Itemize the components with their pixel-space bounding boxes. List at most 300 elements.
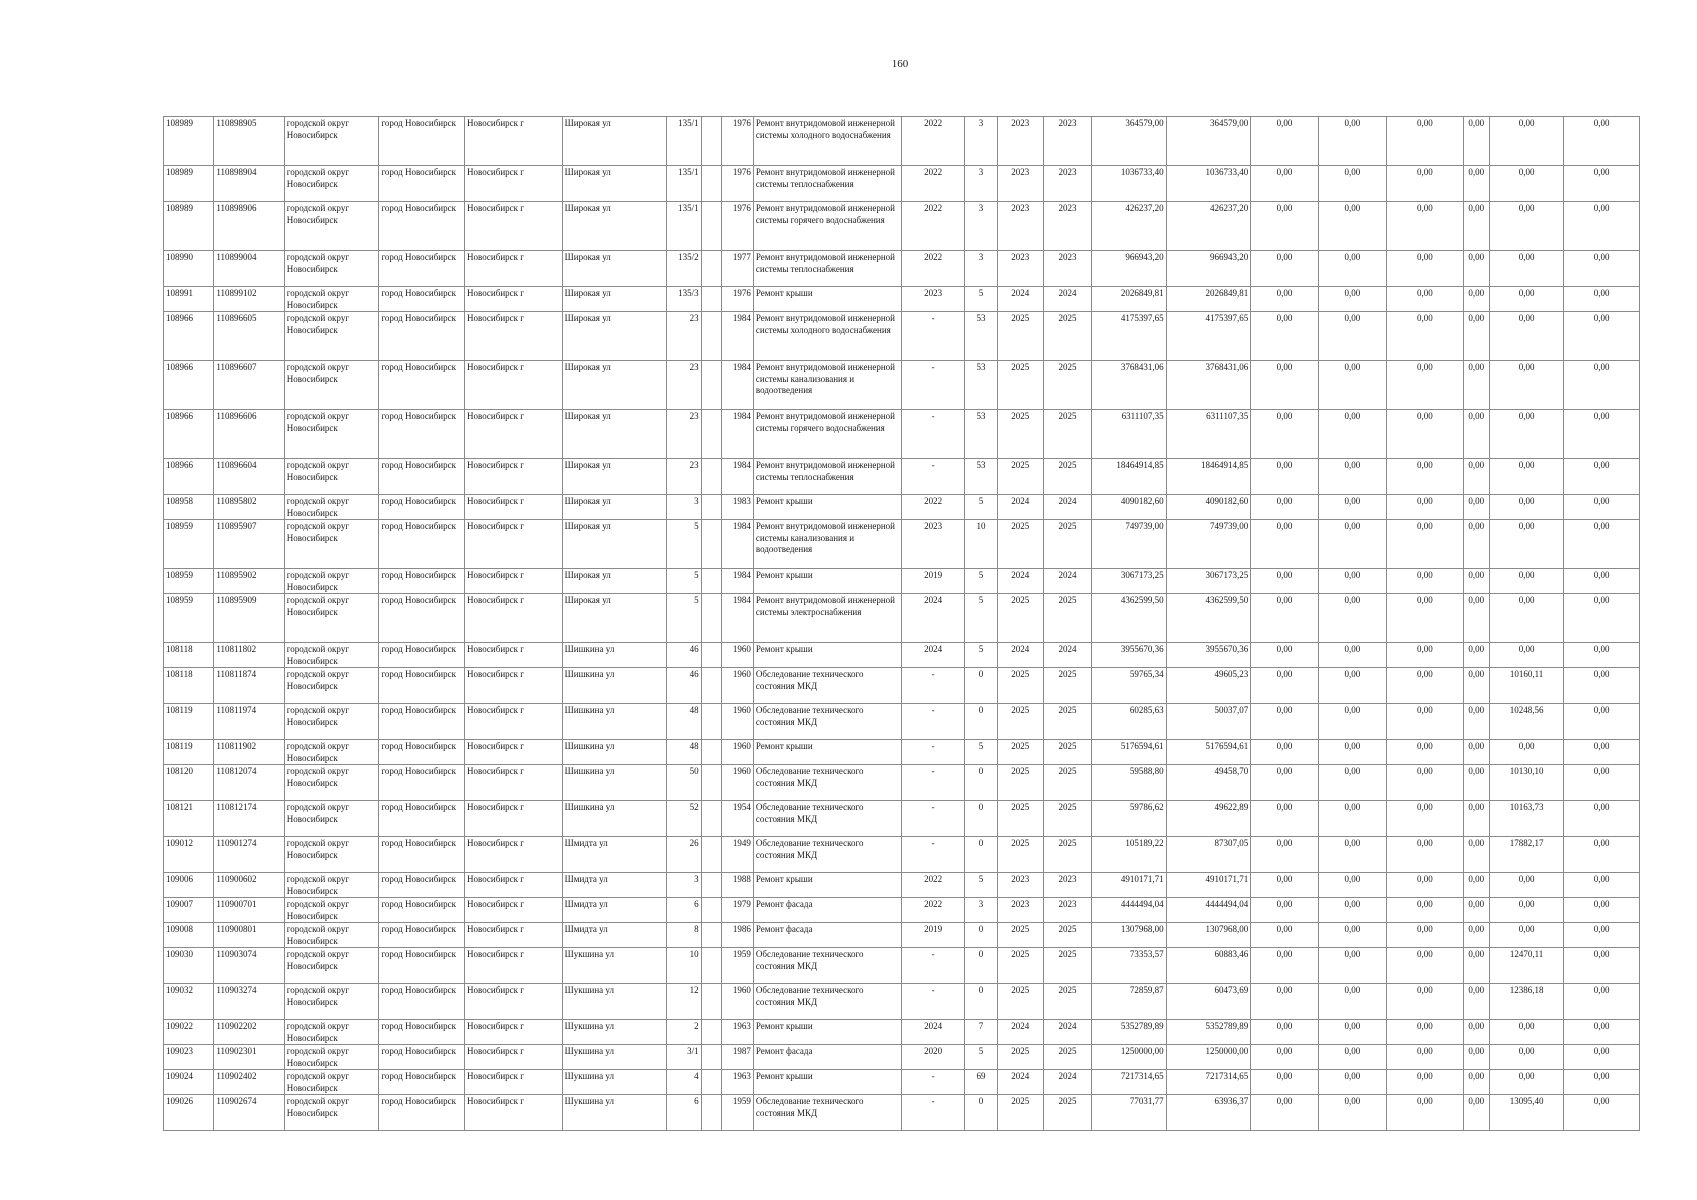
street-cell: Шишкина ул	[562, 740, 667, 765]
work-type-cell: Обследование технического состояния МКД	[753, 984, 901, 1020]
end-year-cell: 2024	[1043, 287, 1091, 312]
building-letter-cell	[701, 873, 721, 898]
local-funds-cell: 0,00	[1387, 704, 1464, 740]
municipality-cell: городской округ Новосибирск	[284, 520, 379, 569]
house-id-cell: 109008	[164, 923, 214, 948]
street-cell: Шукшина ул	[562, 1095, 667, 1131]
house-number-cell: 48	[667, 740, 701, 765]
record-id-cell: 110900602	[214, 873, 284, 898]
work-type-cell: Ремонт внутридомовой инженерной системы холодного водоснабжения	[753, 117, 901, 166]
work-type-cell: Ремонт крыши	[753, 569, 901, 594]
city-cell: Новосибирск г	[465, 495, 563, 520]
start-year-cell: 2024	[997, 643, 1043, 668]
record-id-cell: 110811974	[214, 704, 284, 740]
reserve-funds-cell: 0,00	[1564, 459, 1640, 495]
wear-percent-cell: 0	[965, 984, 997, 1020]
other-funds-cell: 0,00	[1489, 410, 1564, 459]
city-cell: Новосибирск г	[465, 569, 563, 594]
regional-funds-cell: 0,00	[1318, 166, 1386, 202]
work-type-cell: Ремонт фасада	[753, 923, 901, 948]
city-cell: Новосибирск г	[465, 1070, 563, 1095]
other-funds-cell: 0,00	[1489, 287, 1564, 312]
fund-cost-cell: 2026849,81	[1166, 287, 1251, 312]
fund-cost-cell: 1250000,00	[1166, 1045, 1251, 1070]
table-row	[164, 898, 1640, 923]
city-cell: Новосибирск г	[465, 704, 563, 740]
house-id-cell: 108121	[164, 801, 214, 837]
regional-funds-cell: 0,00	[1318, 801, 1386, 837]
table-row	[164, 117, 1640, 166]
start-year-cell: 2025	[997, 361, 1043, 410]
regional-funds-cell: 0,00	[1318, 898, 1386, 923]
city-cell: Новосибирск г	[465, 312, 563, 361]
reserve-funds-cell: 0,00	[1564, 984, 1640, 1020]
other-funds-cell: 0,00	[1489, 898, 1564, 923]
street-cell: Широкая ул	[562, 287, 667, 312]
street-cell: Широкая ул	[562, 459, 667, 495]
total-cost-cell: 4910171,71	[1092, 873, 1167, 898]
fund-cost-cell: 3955670,36	[1166, 643, 1251, 668]
wear-percent-cell: 5	[965, 643, 997, 668]
start-year-cell: 2023	[997, 202, 1043, 251]
locality-type-cell: город Новосибирск	[379, 1020, 465, 1045]
built-year-cell: 1984	[721, 361, 753, 410]
end-year-cell: 2025	[1043, 740, 1091, 765]
planned-year-cell: 2019	[901, 923, 964, 948]
building-letter-cell	[701, 765, 721, 801]
fund-cost-cell: 3768431,06	[1166, 361, 1251, 410]
owner-funds-cell: 0,00	[1463, 202, 1489, 251]
record-id-cell: 110901274	[214, 837, 284, 873]
end-year-cell: 2023	[1043, 202, 1091, 251]
municipality-cell: городской округ Новосибирск	[284, 740, 379, 765]
work-type-cell: Ремонт крыши	[753, 740, 901, 765]
regional-funds-cell: 0,00	[1318, 740, 1386, 765]
reserve-funds-cell: 0,00	[1564, 520, 1640, 569]
total-cost-cell: 364579,00	[1092, 117, 1167, 166]
street-cell: Шишкина ул	[562, 765, 667, 801]
locality-type-cell: город Новосибирск	[379, 801, 465, 837]
reserve-funds-cell: 0,00	[1564, 166, 1640, 202]
building-letter-cell	[701, 984, 721, 1020]
other-funds-cell: 0,00	[1489, 459, 1564, 495]
work-type-cell: Ремонт внутридомовой инженерной системы горячего водоснабжения	[753, 202, 901, 251]
federal-funds-cell: 0,00	[1251, 520, 1318, 569]
end-year-cell: 2025	[1043, 520, 1091, 569]
owner-funds-cell: 0,00	[1463, 594, 1489, 643]
locality-type-cell: город Новосибирск	[379, 166, 465, 202]
local-funds-cell: 0,00	[1387, 765, 1464, 801]
city-cell: Новосибирск г	[465, 740, 563, 765]
wear-percent-cell: 0	[965, 923, 997, 948]
local-funds-cell: 0,00	[1387, 740, 1464, 765]
federal-funds-cell: 0,00	[1251, 668, 1318, 704]
start-year-cell: 2025	[997, 594, 1043, 643]
record-id-cell: 110812174	[214, 801, 284, 837]
end-year-cell: 2025	[1043, 704, 1091, 740]
reserve-funds-cell: 0,00	[1564, 873, 1640, 898]
local-funds-cell: 0,00	[1387, 1020, 1464, 1045]
fund-cost-cell: 60883,46	[1166, 948, 1251, 984]
record-id-cell: 110902301	[214, 1045, 284, 1070]
locality-type-cell: город Новосибирск	[379, 740, 465, 765]
built-year-cell: 1984	[721, 520, 753, 569]
total-cost-cell: 2026849,81	[1092, 287, 1167, 312]
owner-funds-cell: 0,00	[1463, 801, 1489, 837]
building-letter-cell	[701, 1020, 721, 1045]
start-year-cell: 2025	[997, 801, 1043, 837]
street-cell: Широкая ул	[562, 166, 667, 202]
house-number-cell: 26	[667, 837, 701, 873]
start-year-cell: 2025	[997, 520, 1043, 569]
work-type-cell: Обследование технического состояния МКД	[753, 668, 901, 704]
fund-cost-cell: 1307968,00	[1166, 923, 1251, 948]
reserve-funds-cell: 0,00	[1564, 704, 1640, 740]
city-cell: Новосибирск г	[465, 837, 563, 873]
fund-cost-cell: 4175397,65	[1166, 312, 1251, 361]
work-type-cell: Ремонт внутридомовой инженерной системы холодного водоснабжения	[753, 312, 901, 361]
reserve-funds-cell: 0,00	[1564, 1095, 1640, 1131]
regional-funds-cell: 0,00	[1318, 312, 1386, 361]
total-cost-cell: 59786,62	[1092, 801, 1167, 837]
other-funds-cell: 0,00	[1489, 740, 1564, 765]
building-letter-cell	[701, 361, 721, 410]
house-id-cell: 108989	[164, 166, 214, 202]
start-year-cell: 2023	[997, 873, 1043, 898]
wear-percent-cell: 5	[965, 594, 997, 643]
house-number-cell: 3	[667, 873, 701, 898]
house-number-cell: 52	[667, 801, 701, 837]
record-id-cell: 110896607	[214, 361, 284, 410]
built-year-cell: 1949	[721, 837, 753, 873]
regional-funds-cell: 0,00	[1318, 643, 1386, 668]
municipality-cell: городской округ Новосибирск	[284, 1020, 379, 1045]
built-year-cell: 1959	[721, 1095, 753, 1131]
city-cell: Новосибирск г	[465, 202, 563, 251]
planned-year-cell: -	[901, 361, 964, 410]
house-number-cell: 46	[667, 643, 701, 668]
locality-type-cell: город Новосибирск	[379, 923, 465, 948]
locality-type-cell: город Новосибирск	[379, 643, 465, 668]
house-number-cell: 8	[667, 923, 701, 948]
owner-funds-cell: 0,00	[1463, 1095, 1489, 1131]
built-year-cell: 1976	[721, 117, 753, 166]
street-cell: Шукшина ул	[562, 1070, 667, 1095]
federal-funds-cell: 0,00	[1251, 898, 1318, 923]
record-id-cell: 110902402	[214, 1070, 284, 1095]
city-cell: Новосибирск г	[465, 251, 563, 287]
street-cell: Широкая ул	[562, 251, 667, 287]
start-year-cell: 2025	[997, 704, 1043, 740]
federal-funds-cell: 0,00	[1251, 1045, 1318, 1070]
reserve-funds-cell: 0,00	[1564, 287, 1640, 312]
locality-type-cell: город Новосибирск	[379, 984, 465, 1020]
municipality-cell: городской округ Новосибирск	[284, 1045, 379, 1070]
building-letter-cell	[701, 898, 721, 923]
house-id-cell: 108959	[164, 569, 214, 594]
work-type-cell: Ремонт фасада	[753, 898, 901, 923]
municipality-cell: городской округ Новосибирск	[284, 837, 379, 873]
house-id-cell: 108118	[164, 668, 214, 704]
owner-funds-cell: 0,00	[1463, 251, 1489, 287]
house-number-cell: 3/1	[667, 1045, 701, 1070]
other-funds-cell: 10248,56	[1489, 704, 1564, 740]
building-letter-cell	[701, 166, 721, 202]
locality-type-cell: город Новосибирск	[379, 668, 465, 704]
local-funds-cell: 0,00	[1387, 202, 1464, 251]
municipality-cell: городской округ Новосибирск	[284, 948, 379, 984]
local-funds-cell: 0,00	[1387, 898, 1464, 923]
building-letter-cell	[701, 410, 721, 459]
planned-year-cell: 2023	[901, 520, 964, 569]
regional-funds-cell: 0,00	[1318, 984, 1386, 1020]
page-number: 160	[891, 58, 909, 70]
start-year-cell: 2025	[997, 948, 1043, 984]
city-cell: Новосибирск г	[465, 923, 563, 948]
federal-funds-cell: 0,00	[1251, 251, 1318, 287]
city-cell: Новосибирск г	[465, 594, 563, 643]
built-year-cell: 1963	[721, 1020, 753, 1045]
municipality-cell: городской округ Новосибирск	[284, 765, 379, 801]
work-type-cell: Обследование технического состояния МКД	[753, 1095, 901, 1131]
planned-year-cell: 2022	[901, 117, 964, 166]
wear-percent-cell: 53	[965, 361, 997, 410]
house-id-cell: 108989	[164, 117, 214, 166]
owner-funds-cell: 0,00	[1463, 923, 1489, 948]
wear-percent-cell: 53	[965, 410, 997, 459]
street-cell: Шмидта ул	[562, 923, 667, 948]
house-number-cell: 5	[667, 569, 701, 594]
table-row	[164, 1095, 1640, 1131]
house-id-cell: 108966	[164, 459, 214, 495]
start-year-cell: 2025	[997, 923, 1043, 948]
owner-funds-cell: 0,00	[1463, 166, 1489, 202]
table-row	[164, 704, 1640, 740]
built-year-cell: 1963	[721, 1070, 753, 1095]
house-number-cell: 23	[667, 361, 701, 410]
record-id-cell: 110898905	[214, 117, 284, 166]
work-type-cell: Ремонт внутридомовой инженерной системы горячего водоснабжения	[753, 410, 901, 459]
local-funds-cell: 0,00	[1387, 117, 1464, 166]
other-funds-cell: 0,00	[1489, 923, 1564, 948]
table-row	[164, 251, 1640, 287]
wear-percent-cell: 10	[965, 520, 997, 569]
other-funds-cell: 10160,11	[1489, 668, 1564, 704]
building-letter-cell	[701, 1045, 721, 1070]
house-id-cell: 108966	[164, 410, 214, 459]
owner-funds-cell: 0,00	[1463, 1045, 1489, 1070]
table-row	[164, 923, 1640, 948]
built-year-cell: 1979	[721, 898, 753, 923]
building-letter-cell	[701, 1070, 721, 1095]
city-cell: Новосибирск г	[465, 801, 563, 837]
locality-type-cell: город Новосибирск	[379, 594, 465, 643]
municipality-cell: городской округ Новосибирск	[284, 459, 379, 495]
planned-year-cell: 2023	[901, 287, 964, 312]
planned-year-cell: -	[901, 1095, 964, 1131]
built-year-cell: 1954	[721, 801, 753, 837]
federal-funds-cell: 0,00	[1251, 923, 1318, 948]
total-cost-cell: 3067173,25	[1092, 569, 1167, 594]
regional-funds-cell: 0,00	[1318, 410, 1386, 459]
planned-year-cell: 2024	[901, 1020, 964, 1045]
start-year-cell: 2024	[997, 1020, 1043, 1045]
reserve-funds-cell: 0,00	[1564, 837, 1640, 873]
house-number-cell: 10	[667, 948, 701, 984]
fund-cost-cell: 87307,05	[1166, 837, 1251, 873]
fund-cost-cell: 4090182,60	[1166, 495, 1251, 520]
other-funds-cell: 12470,11	[1489, 948, 1564, 984]
fund-cost-cell: 7217314,65	[1166, 1070, 1251, 1095]
city-cell: Новосибирск г	[465, 459, 563, 495]
start-year-cell: 2023	[997, 898, 1043, 923]
built-year-cell: 1984	[721, 569, 753, 594]
start-year-cell: 2024	[997, 1070, 1043, 1095]
reserve-funds-cell: 0,00	[1564, 1070, 1640, 1095]
table-row	[164, 837, 1640, 873]
local-funds-cell: 0,00	[1387, 873, 1464, 898]
table-row	[164, 873, 1640, 898]
street-cell: Широкая ул	[562, 410, 667, 459]
planned-year-cell: -	[901, 948, 964, 984]
locality-type-cell: город Новосибирск	[379, 569, 465, 594]
reserve-funds-cell: 0,00	[1564, 1045, 1640, 1070]
municipality-cell: городской округ Новосибирск	[284, 594, 379, 643]
regional-funds-cell: 0,00	[1318, 202, 1386, 251]
local-funds-cell: 0,00	[1387, 410, 1464, 459]
fund-cost-cell: 4910171,71	[1166, 873, 1251, 898]
end-year-cell: 2024	[1043, 1020, 1091, 1045]
record-id-cell: 110900801	[214, 923, 284, 948]
municipality-cell: городской округ Новосибирск	[284, 495, 379, 520]
local-funds-cell: 0,00	[1387, 1070, 1464, 1095]
street-cell: Широкая ул	[562, 117, 667, 166]
locality-type-cell: город Новосибирск	[379, 361, 465, 410]
street-cell: Широкая ул	[562, 569, 667, 594]
other-funds-cell: 17882,17	[1489, 837, 1564, 873]
wear-percent-cell: 5	[965, 1045, 997, 1070]
municipality-cell: городской округ Новосибирск	[284, 984, 379, 1020]
planned-year-cell: 2022	[901, 251, 964, 287]
work-type-cell: Ремонт крыши	[753, 1020, 901, 1045]
planned-year-cell: 2022	[901, 202, 964, 251]
wear-percent-cell: 5	[965, 287, 997, 312]
table-row	[164, 361, 1640, 410]
locality-type-cell: город Новосибирск	[379, 117, 465, 166]
wear-percent-cell: 0	[965, 837, 997, 873]
record-id-cell: 110899102	[214, 287, 284, 312]
end-year-cell: 2025	[1043, 1095, 1091, 1131]
city-cell: Новосибирск г	[465, 1045, 563, 1070]
municipality-cell: городской округ Новосибирск	[284, 251, 379, 287]
reserve-funds-cell: 0,00	[1564, 251, 1640, 287]
planned-year-cell: 2024	[901, 643, 964, 668]
built-year-cell: 1977	[721, 251, 753, 287]
city-cell: Новосибирск г	[465, 668, 563, 704]
built-year-cell: 1960	[721, 704, 753, 740]
fund-cost-cell: 364579,00	[1166, 117, 1251, 166]
owner-funds-cell: 0,00	[1463, 495, 1489, 520]
other-funds-cell: 0,00	[1489, 1045, 1564, 1070]
fund-cost-cell: 4362599,50	[1166, 594, 1251, 643]
street-cell: Шишкина ул	[562, 801, 667, 837]
city-cell: Новосибирск г	[465, 410, 563, 459]
building-letter-cell	[701, 251, 721, 287]
regional-funds-cell: 0,00	[1318, 704, 1386, 740]
total-cost-cell: 966943,20	[1092, 251, 1167, 287]
federal-funds-cell: 0,00	[1251, 643, 1318, 668]
other-funds-cell: 0,00	[1489, 202, 1564, 251]
end-year-cell: 2023	[1043, 117, 1091, 166]
owner-funds-cell: 0,00	[1463, 740, 1489, 765]
federal-funds-cell: 0,00	[1251, 704, 1318, 740]
start-year-cell: 2023	[997, 251, 1043, 287]
other-funds-cell: 0,00	[1489, 520, 1564, 569]
built-year-cell: 1959	[721, 948, 753, 984]
federal-funds-cell: 0,00	[1251, 202, 1318, 251]
wear-percent-cell: 7	[965, 1020, 997, 1045]
reserve-funds-cell: 0,00	[1564, 643, 1640, 668]
municipality-cell: городской округ Новосибирск	[284, 117, 379, 166]
street-cell: Широкая ул	[562, 495, 667, 520]
city-cell: Новосибирск г	[465, 287, 563, 312]
total-cost-cell: 60285,63	[1092, 704, 1167, 740]
federal-funds-cell: 0,00	[1251, 117, 1318, 166]
regional-funds-cell: 0,00	[1318, 520, 1386, 569]
locality-type-cell: город Новосибирск	[379, 312, 465, 361]
house-number-cell: 48	[667, 704, 701, 740]
end-year-cell: 2023	[1043, 166, 1091, 202]
owner-funds-cell: 0,00	[1463, 410, 1489, 459]
end-year-cell: 2024	[1043, 569, 1091, 594]
federal-funds-cell: 0,00	[1251, 287, 1318, 312]
building-letter-cell	[701, 459, 721, 495]
city-cell: Новосибирск г	[465, 1095, 563, 1131]
planned-year-cell: 2019	[901, 569, 964, 594]
built-year-cell: 1960	[721, 984, 753, 1020]
federal-funds-cell: 0,00	[1251, 873, 1318, 898]
total-cost-cell: 73353,57	[1092, 948, 1167, 984]
locality-type-cell: город Новосибирск	[379, 287, 465, 312]
city-cell: Новосибирск г	[465, 898, 563, 923]
table-row	[164, 801, 1640, 837]
building-letter-cell	[701, 594, 721, 643]
total-cost-cell: 77031,77	[1092, 1095, 1167, 1131]
local-funds-cell: 0,00	[1387, 287, 1464, 312]
local-funds-cell: 0,00	[1387, 801, 1464, 837]
total-cost-cell: 5352789,89	[1092, 1020, 1167, 1045]
planned-year-cell: -	[901, 1070, 964, 1095]
federal-funds-cell: 0,00	[1251, 312, 1318, 361]
fund-cost-cell: 49458,70	[1166, 765, 1251, 801]
start-year-cell: 2025	[997, 837, 1043, 873]
owner-funds-cell: 0,00	[1463, 765, 1489, 801]
built-year-cell: 1984	[721, 459, 753, 495]
other-funds-cell: 0,00	[1489, 117, 1564, 166]
wear-percent-cell: 69	[965, 1070, 997, 1095]
federal-funds-cell: 0,00	[1251, 984, 1318, 1020]
work-type-cell: Обследование технического состояния МКД	[753, 837, 901, 873]
fund-cost-cell: 60473,69	[1166, 984, 1251, 1020]
street-cell: Широкая ул	[562, 361, 667, 410]
municipality-cell: городской округ Новосибирск	[284, 166, 379, 202]
reserve-funds-cell: 0,00	[1564, 740, 1640, 765]
house-id-cell: 108959	[164, 520, 214, 569]
locality-type-cell: город Новосибирск	[379, 459, 465, 495]
street-cell: Шмидта ул	[562, 837, 667, 873]
local-funds-cell: 0,00	[1387, 495, 1464, 520]
house-id-cell: 108990	[164, 251, 214, 287]
